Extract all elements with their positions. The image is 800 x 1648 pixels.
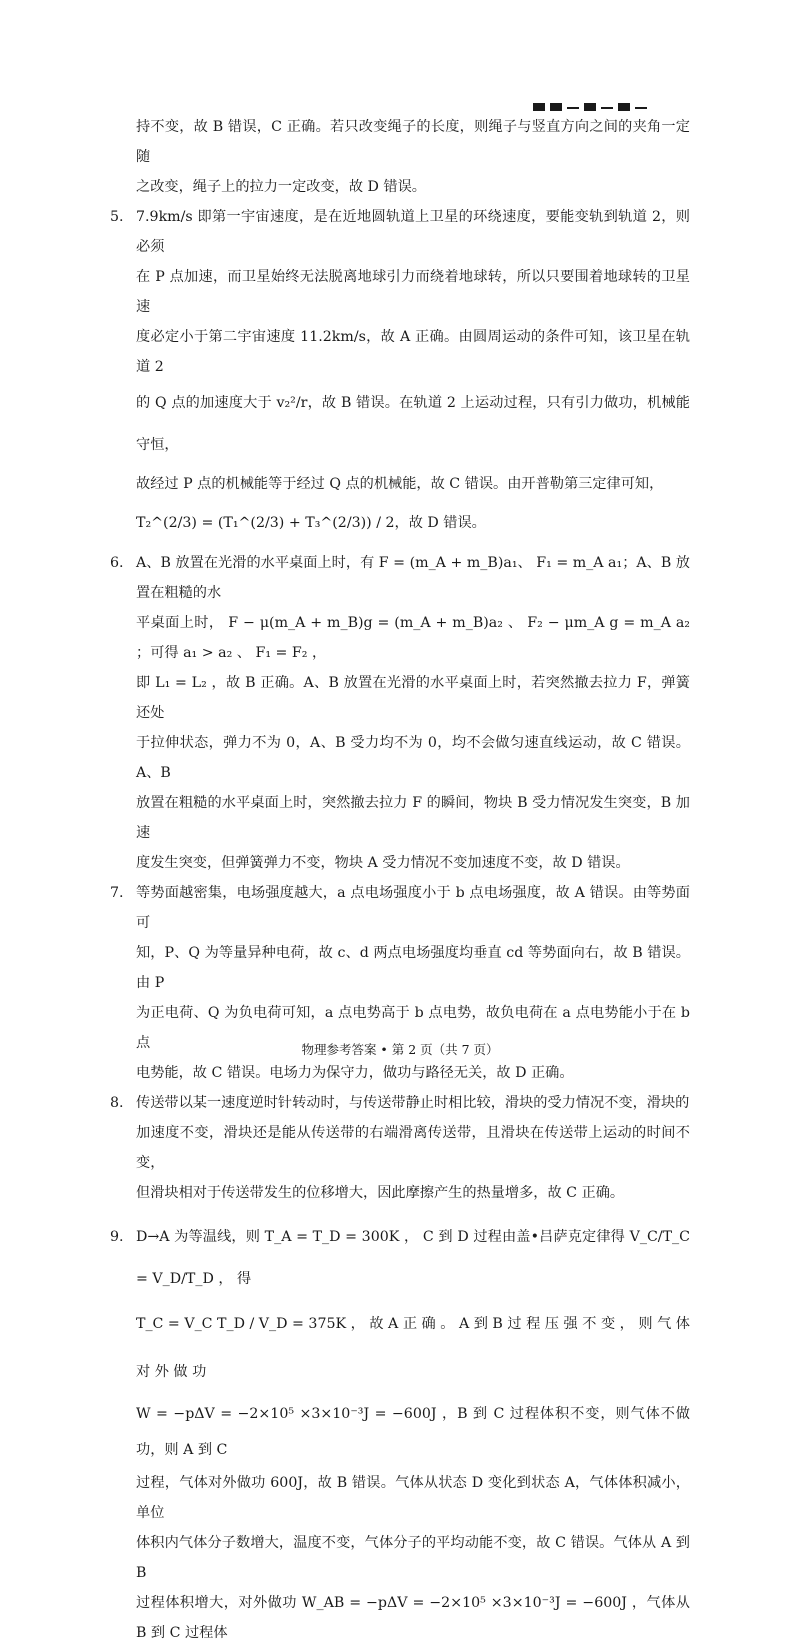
- text-line: 度必定小于第二宇宙速度 11.2km/s，故 A 正确。由圆周运动的条件可知，该卫星在轨道 2: [136, 329, 690, 375]
- text-line: A、B 放置在光滑的水平桌面上时，有 F = (m_A + m_B)a₁、 F₁ = m_A a₁；A、B 放置在粗糙的水: [136, 555, 690, 601]
- header-mark: [533, 103, 545, 111]
- answer-item-8: [110, 1088, 690, 1208]
- text-line: W = −pΔV = −2×10⁵ ×3×10⁻³J = −600J ，B 到 C 过程体积不变，则气体不做功，则 A 到 C: [136, 1406, 690, 1458]
- header-mark: [601, 107, 613, 109]
- text-line: 故经过 P 点的机械能等于经过 Q 点的机械能，故 C 错误。由开普勒第三定律可知，: [136, 476, 664, 492]
- text-line: 体积内气体分子数增大，温度不变，气体分子的平均动能不变，故 C 错误。气体从 A 到 B: [136, 1535, 690, 1581]
- header-mark: [584, 103, 596, 111]
- text-line: 平桌面上时， F − μ(m_A + m_B)g = (m_A + m_B)a₂ 、 F₂ − μm_A g = m_A a₂ ；可得 a₁ > a₂ 、 F₁ = F₂ ，: [136, 615, 690, 661]
- text-line: 7.9km/s 即第一宇宙速度，是在近地圆轨道上卫星的环绕速度，要能变轨到轨道 2，则必须: [136, 209, 690, 255]
- text-line: 之改变，绳子上的拉力一定改变，故 D 错误。: [136, 179, 426, 195]
- item-number: 7.: [110, 885, 124, 901]
- text-line: 电势能，故 C 错误。电场力为保守力，做功与路径无关，故 D 正确。: [136, 1065, 574, 1081]
- text-line: 放置在粗糙的水平桌面上时，突然撤去拉力 F 的瞬间，物块 B 受力情况发生突变，B 加速: [136, 795, 690, 841]
- item-number: 8.: [110, 1095, 124, 1111]
- text-line: 过程，气体对外做功 600J，故 B 错误。气体从状态 D 变化到状态 A，气体体积减小，单位: [136, 1475, 690, 1521]
- item-number: 5.: [110, 209, 124, 225]
- text-line: 等势面越密集，电场强度越大，a 点电场强度小于 b 点电场强度，故 A 错误。由等势面可: [136, 885, 690, 931]
- answer-item-continuation: [110, 112, 690, 202]
- answer-item-6: [110, 548, 690, 878]
- item-number: 9.: [110, 1229, 124, 1245]
- header-marks: [533, 103, 647, 111]
- header-mark: [550, 103, 562, 111]
- page-footer: 物理参考答案 • 第 2 页（共 7 页）: [301, 1042, 499, 1057]
- answer-item-9: [110, 1216, 690, 1648]
- text-line: 传送带以某一速度逆时针转动时，与传送带静止时相比较，滑块的受力情况不变，滑块的: [136, 1095, 690, 1111]
- text-line: 但滑块相对于传送带发生的位移增大，因此摩擦产生的热量增多，故 C 正确。: [136, 1185, 625, 1201]
- text-line: D→A 为等温线，则 T_A = T_D = 300K ， C 到 D 过程由盖•吕萨克定律得 V_C/T_C = V_D/T_D ， 得: [136, 1229, 690, 1287]
- text-line: 的 Q 点的加速度大于 v₂²/r，故 B 错误。在轨道 2 上运动过程，只有引力做功，机械能守恒，: [136, 395, 690, 453]
- item-number: 6.: [110, 555, 124, 571]
- text-line: 为正电荷、Q 为负电荷可知，a 点电势高于 b 点电势，故负电荷在 a 点电势能小于在 b 点: [136, 1005, 690, 1051]
- text-line: 于拉伸状态，弹力不为 0，A、B 受力均不为 0，均不会做匀速直线运动，故 C 错误。A、B: [136, 735, 690, 781]
- text-line: 加速度不变，滑块还是能从传送带的右端滑离传送带，且滑块在传送带上运动的时间不变，: [136, 1125, 690, 1171]
- text-line: 持不变，故 B 错误，C 正确。若只改变绳子的长度，则绳子与竖直方向之间的夹角一定随: [136, 119, 690, 165]
- text-line: 过程体积增大，对外做功 W_AB = −pΔV = −2×10⁵ ×3×10⁻³J = −600J ，气体从 B 到 C 过程体: [136, 1595, 690, 1641]
- text-line: 在 P 点加速，而卫星始终无法脱离地球引力而绕着地球转，所以只要围着地球转的卫星速: [136, 269, 690, 315]
- header-mark: [618, 103, 630, 111]
- text-line: 知，P、Q 为等量异种电荷，故 c、d 两点电场强度均垂直 cd 等势面向右，故 B 错误。由 P: [136, 945, 690, 991]
- header-mark: [635, 107, 647, 109]
- answer-content: [110, 112, 690, 1648]
- text-line: 即 L₁ = L₂ ，故 B 正确。A、B 放置在光滑的水平桌面上时，若突然撤去拉力 F，弹簧还处: [136, 675, 690, 721]
- text-line: 度发生突变，但弹簧弹力不变，物块 A 受力情况不变加速度不变，故 D 错误。: [136, 855, 630, 871]
- text-line: T_C = V_C T_D / V_D = 375K ， 故 A 正 确 。 A 到 B 过 程 压 强 不 变 ， 则 气 体 对 外 做 功: [136, 1316, 690, 1380]
- header-mark: [567, 107, 579, 109]
- text-line: T₂^(2/3) = (T₁^(2/3) + T₃^(2/3)) / 2，故 D 错误。: [136, 515, 486, 531]
- answer-item-5: [110, 202, 690, 544]
